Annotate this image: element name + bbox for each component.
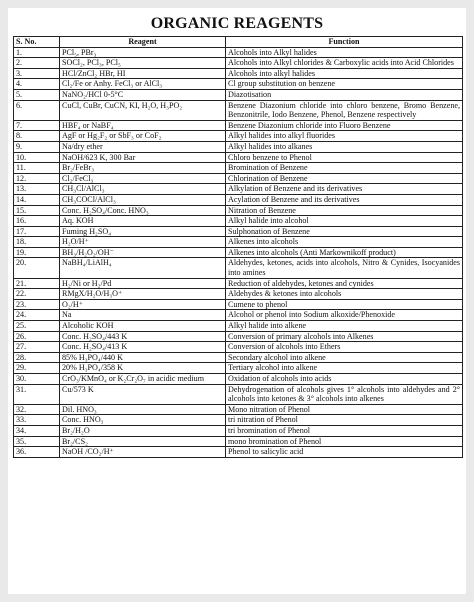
row-number: 27. <box>14 342 60 353</box>
row-reagent: NaNO₂/HCl 0-5°C <box>60 89 226 100</box>
header-sno: S. No. <box>14 37 60 48</box>
row-function: Bromination of Benzene <box>226 163 463 174</box>
row-number: 23. <box>14 299 60 310</box>
table-row <box>14 141 463 152</box>
table-row <box>14 152 463 163</box>
row-number: 19. <box>14 247 60 258</box>
row-number: 13. <box>14 184 60 195</box>
row-number: 25. <box>14 321 60 332</box>
row-function: Chloro benzene to Phenol <box>226 152 463 163</box>
row-number: 17. <box>14 226 60 237</box>
row-reagent: PCl₅, PBr₃ <box>60 47 226 58</box>
row-function: Dehydrogenation of alcohols gives 1° alcohols into aldehydes and 2° alcohols into ketones & 3° alcohols into alkenes <box>226 384 463 404</box>
table-row <box>14 278 463 289</box>
row-number: 31. <box>14 384 60 404</box>
table-row <box>14 374 463 385</box>
table-row <box>14 100 463 120</box>
row-reagent: H₂O/H⁺ <box>60 237 226 248</box>
row-reagent: Fuming H₂SO₄ <box>60 226 226 237</box>
table-row <box>14 247 463 258</box>
reagents-table <box>13 36 463 458</box>
row-reagent: 85% H₃PO₄/440 K <box>60 352 226 363</box>
row-number: 7. <box>14 120 60 131</box>
row-number: 15. <box>14 205 60 216</box>
table-row <box>14 226 463 237</box>
table-row <box>14 299 463 310</box>
row-function: Oxidation of alcohols into acids <box>226 374 463 385</box>
table-row <box>14 363 463 374</box>
row-function: Aldehydes & ketones into alcohols <box>226 289 463 300</box>
row-number: 22. <box>14 289 60 300</box>
row-function: Chlorination of Benzene <box>226 173 463 184</box>
row-reagent: CH₃Cl/AlCl₃ <box>60 184 226 195</box>
row-reagent: Conc. H₂SO₄/443 K <box>60 331 226 342</box>
row-function: Alcohols into Alkyl chlorides & Carboxylic acids into Acid Chlorides <box>226 58 463 69</box>
row-function: Tertiary alcohol into alkene <box>226 363 463 374</box>
row-function: Cumene to phenol <box>226 299 463 310</box>
row-reagent: Alcoholic KOH <box>60 321 226 332</box>
table-row <box>14 415 463 426</box>
row-reagent: Cl₂/Fe or Anhy. FeCl₃ or AlCl₃ <box>60 79 226 90</box>
row-reagent: Conc. H₂SO₄/413 K <box>60 342 226 353</box>
row-reagent: NaOH /CO₂/H⁺ <box>60 447 226 458</box>
row-reagent: CrO₃/KMnO₄ or K₂Cr₂O₇ in acidic medium <box>60 374 226 385</box>
table-row <box>14 194 463 205</box>
row-reagent: Br₂/FeBr₃ <box>60 163 226 174</box>
row-function: Alkenes into alcohols <box>226 237 463 248</box>
table-row <box>14 352 463 363</box>
table-row <box>14 321 463 332</box>
row-reagent: NaOH/623 K, 300 Bar <box>60 152 226 163</box>
row-number: 1. <box>14 47 60 58</box>
row-number: 30. <box>14 374 60 385</box>
row-number: 34. <box>14 425 60 436</box>
row-function: Alkyl halides into alkyl fluorides <box>226 131 463 142</box>
row-function: Nitration of Benzene <box>226 205 463 216</box>
row-number: 6. <box>14 100 60 120</box>
row-function: Sulphonation of Benzene <box>226 226 463 237</box>
row-function: Alkyl halide into alcohol <box>226 216 463 227</box>
table-row <box>14 58 463 69</box>
table-row <box>14 184 463 195</box>
row-number: 35. <box>14 436 60 447</box>
table-row <box>14 425 463 436</box>
table-header-row <box>14 37 463 48</box>
table-row <box>14 331 463 342</box>
table-row <box>14 384 463 404</box>
row-number: 32. <box>14 404 60 415</box>
table-row <box>14 131 463 142</box>
row-number: 11. <box>14 163 60 174</box>
table-row <box>14 289 463 300</box>
row-function: Alcohols into Alkyl halides <box>226 47 463 58</box>
table-row <box>14 310 463 321</box>
row-reagent: RMgX/H₂O/H₃O⁺ <box>60 289 226 300</box>
header-function: Function <box>226 37 463 48</box>
table-row <box>14 173 463 184</box>
row-number: 21. <box>14 278 60 289</box>
row-reagent: AgF or Hg₂F₂ or SbF₃ or CoF₂ <box>60 131 226 142</box>
row-function: Alcohols into alkyl halides <box>226 68 463 79</box>
row-function: Benzene Diazonium chloride into chloro benzene, Bromo Benzene, Benzonitrile, Iodo Benzene, Phenol, Benzene respectively <box>226 100 463 120</box>
row-number: 24. <box>14 310 60 321</box>
row-number: 5. <box>14 89 60 100</box>
table-row <box>14 68 463 79</box>
row-function: Alcohol or phenol into Sodium alkoxide/Phenoxide <box>226 310 463 321</box>
row-number: 16. <box>14 216 60 227</box>
row-reagent: NaBH₄/LiAlH₄ <box>60 258 226 278</box>
row-reagent: Br₂/CS₂ <box>60 436 226 447</box>
row-function: Reduction of aldehydes, ketones and cynides <box>226 278 463 289</box>
row-number: 10. <box>14 152 60 163</box>
row-reagent: Aq. KOH <box>60 216 226 227</box>
row-function: Aldehydes, ketones, acids into alcohols, Nitro & Cynides, Isocyanides into amines <box>226 258 463 278</box>
row-reagent: Conc. HNO₃ <box>60 415 226 426</box>
row-reagent: SOCl₂, PCl₃, PCl₅ <box>60 58 226 69</box>
table-row <box>14 447 463 458</box>
table-row <box>14 237 463 248</box>
table-row <box>14 216 463 227</box>
row-reagent: Cl₂/FeCl₃ <box>60 173 226 184</box>
row-number: 12. <box>14 173 60 184</box>
row-reagent: Na <box>60 310 226 321</box>
row-function: Alkenes into alcohols (Anti Markownikoff product) <box>226 247 463 258</box>
page-title: ORGANIC REAGENTS <box>150 15 324 32</box>
row-number: 14. <box>14 194 60 205</box>
row-reagent: Na/dry ether <box>60 141 226 152</box>
row-reagent: Cu/573 K <box>60 384 226 404</box>
row-reagent: HCl/ZnCl₂ HBr, HI <box>60 68 226 79</box>
row-reagent: CH₃COCl/AlCl₃ <box>60 194 226 205</box>
row-reagent: Br₂/H₂O <box>60 425 226 436</box>
row-function: Benzene Diazonium chloride into Fluoro Benzene <box>226 120 463 131</box>
row-number: 33. <box>14 415 60 426</box>
row-function: Acylation of Benzene and its derivatives <box>226 194 463 205</box>
row-reagent: Conc. H₂SO₄/Conc. HNO₃ <box>60 205 226 216</box>
table-row <box>14 342 463 353</box>
row-number: 2. <box>14 58 60 69</box>
row-function: Conversion of alcohols into Ethers <box>226 342 463 353</box>
row-function: mono bromination of Phenol <box>226 436 463 447</box>
row-number: 20. <box>14 258 60 278</box>
row-number: 28. <box>14 352 60 363</box>
row-reagent: H₂/Ni or H₂/Pd <box>60 278 226 289</box>
row-function: Mono nitration of Phenol <box>226 404 463 415</box>
row-function: Cl group substitution on benzene <box>226 79 463 90</box>
row-reagent: BH₃/H₂O₂/OH⁻ <box>60 247 226 258</box>
row-number: 29. <box>14 363 60 374</box>
table-row <box>14 258 463 278</box>
row-function: Alkyl halide into alkene <box>226 321 463 332</box>
table-row <box>14 89 463 100</box>
row-function: Diazotisation <box>226 89 463 100</box>
row-number: 8. <box>14 131 60 142</box>
table-row <box>14 120 463 131</box>
header-reagent: Reagent <box>60 37 226 48</box>
row-reagent: CuCl, CuBr, CuCN, KI, H₂O, H₃PO₂ <box>60 100 226 120</box>
table-row <box>14 205 463 216</box>
row-function: Alkylation of Benzene and its derivatives <box>226 184 463 195</box>
row-reagent: 20% H₃PO₄/358 K <box>60 363 226 374</box>
row-number: 4. <box>14 79 60 90</box>
row-function: Conversion of primary alcohols into Alkenes <box>226 331 463 342</box>
row-reagent: O₂/H⁺ <box>60 299 226 310</box>
table-row <box>14 163 463 174</box>
table-row <box>14 79 463 90</box>
row-function: Alkyl halides into alkanes <box>226 141 463 152</box>
row-number: 26. <box>14 331 60 342</box>
row-reagent: Dil. HNO₃ <box>60 404 226 415</box>
row-number: 3. <box>14 68 60 79</box>
row-number: 18. <box>14 237 60 248</box>
row-function: Phenol to salicylic acid <box>226 447 463 458</box>
table-row <box>14 47 463 58</box>
row-number: 9. <box>14 141 60 152</box>
row-function: tri nitration of Phenol <box>226 415 463 426</box>
table-row <box>14 436 463 447</box>
row-number: 36. <box>14 447 60 458</box>
document-page <box>8 8 466 594</box>
row-function: tri bromination of Phenol <box>226 425 463 436</box>
row-reagent: HBF₄ or NaBF₄ <box>60 120 226 131</box>
table-row <box>14 404 463 415</box>
row-function: Secondary alcohol into alkene <box>226 352 463 363</box>
